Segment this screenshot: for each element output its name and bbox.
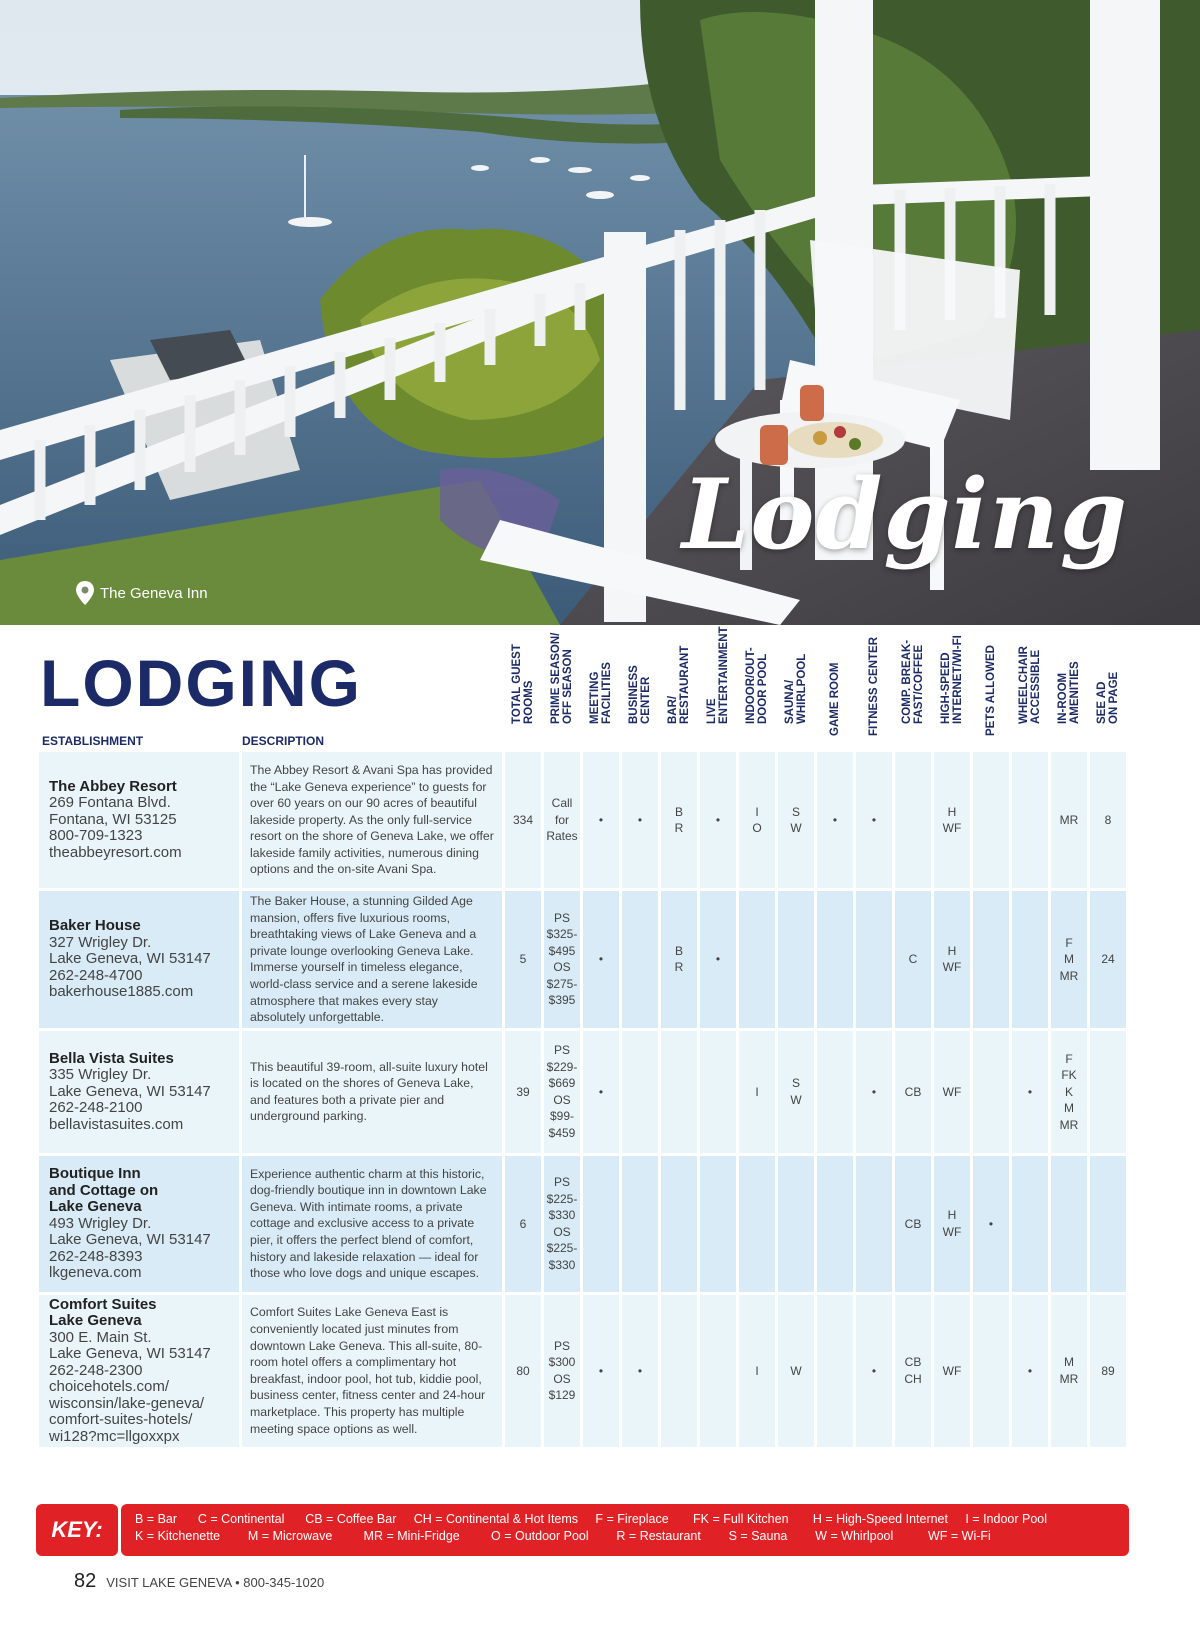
description-cell: Experience authentic charm at this historic, dog-friendly boutique inn in downtown Lake Geneva. With intimate rooms, a private cottage and exclusive access to a private pier, it offers the perfect blend of comfort, history and lakeside relaxation — ideal for those who love dogs and unique escapes.: [242, 1156, 502, 1292]
column-header-label: HIGH-SPEED INTERNET/WI-FI: [940, 635, 964, 724]
amenity-cell: 24: [1090, 891, 1126, 1028]
amenity-cell: [661, 1031, 697, 1153]
table-row: [39, 1295, 1126, 1447]
lodging-table: [36, 752, 1129, 1447]
establishment-name: Boutique Inn and Cottage on Lake Geneva: [49, 1165, 159, 1215]
amenity-cell: [973, 891, 1009, 1028]
column-header-label: TOTAL GUEST ROOMS: [511, 644, 535, 724]
column-header-label: IN-ROOM AMENITIES: [1057, 661, 1081, 724]
column-header-label: BAR/ RESTAURANT: [667, 645, 691, 724]
amenity-cell: PS $300 OS $129: [544, 1295, 580, 1447]
footer-text: VISIT LAKE GENEVA • 800-345-1020: [106, 1575, 325, 1590]
amenity-cell: C: [895, 891, 931, 1028]
description-cell: The Baker House, a stunning Gilded Age mansion, offers five luxurious rooms, breathtaking views of Lake Geneva and a private lounge overlooking Geneva Lake. Immerse yourself in timeless elegance, world-class service and a serene lakeside atmosphere that makes every stay absolutely unforgettable.: [242, 891, 502, 1028]
amenity-cell: 89: [1090, 1295, 1126, 1447]
column-header-label: PRIME SEASON/ OFF SEASON: [550, 632, 574, 724]
amenity-cell: [622, 1031, 658, 1153]
amenity-cell: PS $229- $669 OS $99- $459: [544, 1031, 580, 1153]
column-header-vertical: [817, 630, 853, 748]
establishment-address: 269 Fontana Blvd. Fontana, WI 53125 800-709-1323 theabbeyresort.com: [49, 794, 182, 861]
table-row: [39, 1156, 1126, 1292]
column-header-label: COMP. BREAK- FAST/COFFEE: [901, 639, 925, 724]
description-cell: This beautiful 39-room, all-suite luxury hotel is located on the shores of Geneva Lake, and features both a private pier and underground parking.: [242, 1031, 502, 1153]
page-number: 82: [74, 1570, 97, 1592]
amenity-cell: •: [856, 752, 892, 888]
establishment-name: Comfort Suites Lake Geneva: [49, 1295, 157, 1329]
amenity-cell: [583, 1156, 619, 1292]
page-title: LODGING: [40, 646, 362, 720]
amenity-cell: 334: [505, 752, 541, 888]
amenity-cell: CB CH: [895, 1295, 931, 1447]
column-header-label: INDOOR/OUT- DOOR POOL: [745, 647, 769, 724]
establishment-address: 327 Wrigley Dr. Lake Geneva, WI 53147 262-248-4700 bakerhouse1885.com: [49, 933, 211, 1001]
establishment-address: 335 Wrigley Dr. Lake Geneva, WI 53147 262-248-2100 bellavistasuites.com: [49, 1066, 211, 1133]
amenity-cell: [973, 1031, 1009, 1153]
column-header-vertical: [973, 630, 1009, 748]
amenity-cell: [739, 891, 775, 1028]
amenity-cell: WF: [934, 1031, 970, 1153]
amenity-cell: WF: [934, 1295, 970, 1447]
amenity-cell: •: [583, 891, 619, 1028]
amenity-cell: •: [583, 1031, 619, 1153]
amenity-cell: [895, 752, 931, 888]
amenity-cell: [739, 1156, 775, 1292]
amenity-cell: [700, 1156, 736, 1292]
legend-key: [36, 1504, 1129, 1556]
description-cell: The Abbey Resort & Avani Spa has provided the “Lake Geneva experience” to guests for over 60 years on our 90 acres of beautiful lakeside property. As the only full-service resort on the shore of Geneva Lake, we offer lakeside family activities, numerous dining options and the on-site Avani Spa.: [242, 752, 502, 888]
amenity-cell: 6: [505, 1156, 541, 1292]
column-header-label: PETS ALLOWED: [985, 645, 997, 736]
column-header-label: GAME ROOM: [829, 662, 841, 736]
amenity-cell: [973, 1295, 1009, 1447]
amenity-cell: •: [856, 1295, 892, 1447]
column-header-label: LIVE ENTERTAINMENT: [706, 626, 730, 724]
amenity-cell: [1090, 1031, 1126, 1153]
column-header-label: FITNESS CENTER: [868, 636, 880, 736]
amenity-cell: [700, 1031, 736, 1153]
amenity-cell: [817, 891, 853, 1028]
amenity-cell: H WF: [934, 752, 970, 888]
key-body: [121, 1504, 1129, 1556]
column-header-vertical: [934, 630, 970, 748]
amenity-cell: S W: [778, 1031, 814, 1153]
column-header-vertical: [1090, 630, 1126, 748]
column-header-establishment: ESTABLISHMENT: [42, 734, 144, 748]
amenity-cell: CB: [895, 1156, 931, 1292]
column-header-vertical: [856, 630, 892, 748]
column-header-vertical: [778, 630, 814, 748]
table-row: [39, 752, 1126, 888]
column-header-label: BUSINESS CENTER: [628, 665, 652, 724]
amenity-cell: [622, 1156, 658, 1292]
amenity-cell: •: [1012, 1031, 1048, 1153]
amenity-cell: B R: [661, 752, 697, 888]
amenity-cell: 8: [1090, 752, 1126, 888]
amenity-cell: I O: [739, 752, 775, 888]
column-header-label: WHEELCHAIR ACCESSIBLE: [1018, 646, 1042, 724]
amenity-cell: •: [622, 1295, 658, 1447]
table-row: [39, 1031, 1126, 1153]
column-header-label: MEETING FACILITIES: [589, 662, 613, 724]
establishment-cell: [39, 752, 239, 888]
hero-photo: [0, 0, 1200, 625]
amenity-cell: •: [973, 1156, 1009, 1292]
amenity-cell: [778, 891, 814, 1028]
amenity-cell: [1012, 752, 1048, 888]
location-caption-text: The Geneva Inn: [100, 584, 208, 602]
amenity-cell: [817, 1295, 853, 1447]
column-header-vertical: [739, 630, 775, 748]
amenity-cell: H WF: [934, 891, 970, 1028]
amenity-cell: •: [817, 752, 853, 888]
establishment-name: The Abbey Resort: [49, 777, 177, 795]
column-header-description: DESCRIPTION: [242, 734, 325, 748]
amenity-cell: PS $225- $330 OS $225- $330: [544, 1156, 580, 1292]
script-title: Lodging: [681, 458, 1128, 571]
map-pin-icon: [74, 580, 96, 606]
establishment-name: Bella Vista Suites: [49, 1049, 174, 1067]
amenity-cell: [973, 752, 1009, 888]
establishment-address: 300 E. Main St. Lake Geneva, WI 53147 262-248-2300 choicehotels.com/ wisconsin/lake-geneva/ comfort-suites-hotels/ wi128?mc=llgoxxpx: [49, 1328, 211, 1445]
description-cell: Comfort Suites Lake Geneva East is conveniently located just minutes from downtown Lake Geneva. This all-suite, 80-room hotel offers a complimentary hot breakfast, indoor pool, hot tub, kiddie pool, business center, fitness center and 24-hour marketplace. This property has multiple meeting space options as well.: [242, 1295, 502, 1447]
establishment-cell: [39, 1295, 239, 1447]
amenity-cell: F FK K M MR: [1051, 1031, 1087, 1153]
amenity-cell: B R: [661, 891, 697, 1028]
amenity-cell: H WF: [934, 1156, 970, 1292]
amenity-cell: [700, 1295, 736, 1447]
column-header-vertical: [661, 630, 697, 748]
column-header-vertical: [895, 630, 931, 748]
column-header-vertical: [1051, 630, 1087, 748]
amenity-cell: [661, 1156, 697, 1292]
column-header-vertical: [505, 630, 541, 748]
amenity-cell: PS $325- $495 OS $275- $395: [544, 891, 580, 1028]
key-line-1: B = Bar C = Continental CB = Coffee Bar CH = Continental & Hot Items F = Fireplace FK = Full Kitchen H = High-Speed Internet I = Indoor Pool: [135, 1512, 1047, 1526]
amenity-cell: I: [739, 1031, 775, 1153]
amenity-cell: [1012, 891, 1048, 1028]
amenity-cell: MR: [1051, 752, 1087, 888]
page-footer: [74, 1570, 324, 1593]
amenity-cell: S W: [778, 752, 814, 888]
table-row: [39, 891, 1126, 1028]
amenity-cell: CB: [895, 1031, 931, 1153]
amenity-cell: 80: [505, 1295, 541, 1447]
amenity-cell: M MR: [1051, 1295, 1087, 1447]
amenity-cell: •: [622, 752, 658, 888]
amenity-cell: W: [778, 1295, 814, 1447]
amenity-cell: [661, 1295, 697, 1447]
key-label: KEY:: [36, 1504, 118, 1556]
amenity-cell: •: [856, 1031, 892, 1153]
amenity-cell: [817, 1156, 853, 1292]
column-header-vertical: [622, 630, 658, 748]
amenity-cell: 39: [505, 1031, 541, 1153]
column-header-vertical: [544, 630, 580, 748]
amenity-cell: Call for Rates: [544, 752, 580, 888]
amenity-cell: [1090, 1156, 1126, 1292]
column-header-vertical: [1012, 630, 1048, 748]
amenity-cell: I: [739, 1295, 775, 1447]
amenity-cell: •: [700, 752, 736, 888]
amenity-cell: 5: [505, 891, 541, 1028]
establishment-address: 493 Wrigley Dr. Lake Geneva, WI 53147 262-248-8393 lkgeneva.com: [49, 1214, 211, 1281]
column-header-label: SAUNA/ WHIRLPOOL: [784, 653, 808, 724]
column-header-vertical: [583, 630, 619, 748]
amenity-cell: •: [700, 891, 736, 1028]
establishment-name: Baker House: [49, 917, 141, 935]
amenity-cell: [1012, 1156, 1048, 1292]
amenity-cell: •: [583, 1295, 619, 1447]
amenity-cell: •: [583, 752, 619, 888]
amenity-cell: •: [1012, 1295, 1048, 1447]
amenity-cell: [622, 891, 658, 1028]
amenity-cell: [1051, 1156, 1087, 1292]
key-line-2: K = Kitchenette M = Microwave MR = Mini-Fridge O = Outdoor Pool R = Restaurant S = Sauna W = Whirlpool WF = Wi-Fi: [135, 1529, 991, 1543]
amenity-cell: [856, 891, 892, 1028]
column-header-label: SEE AD ON PAGE: [1096, 671, 1120, 724]
establishment-cell: [39, 1156, 239, 1292]
amenity-cell: [856, 1156, 892, 1292]
establishment-cell: [39, 891, 239, 1028]
amenity-cell: [778, 1156, 814, 1292]
establishment-cell: [39, 1031, 239, 1153]
column-header-vertical: [700, 626, 736, 748]
location-caption: [74, 580, 208, 606]
amenity-cell: F M MR: [1051, 891, 1087, 1028]
amenity-cell: [817, 1031, 853, 1153]
